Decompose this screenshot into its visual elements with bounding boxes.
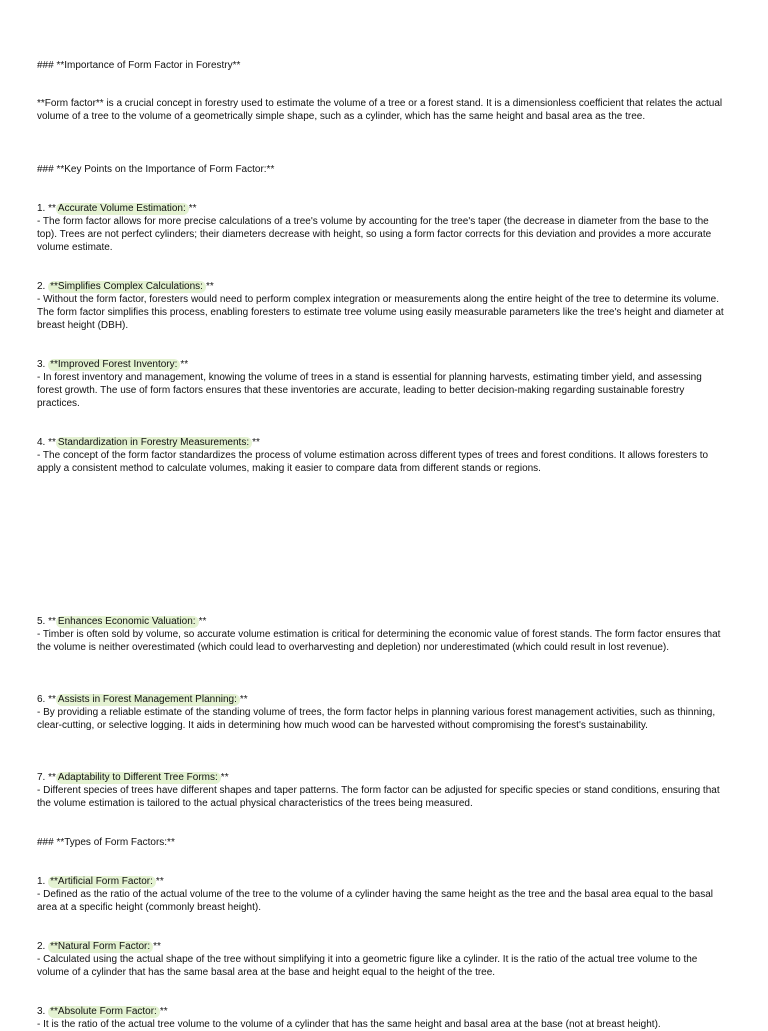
point-body: - In forest inventory and management, knowing the volume of trees in a stand is essential for planning harvests, estimating timber yield, and assessing forest growth. The use of form factors ensures that these inventories are accurate, leading to better decision-making regarding sustainable forestry practices. <box>37 372 702 409</box>
point-number: 1. ** <box>37 203 56 214</box>
point-body: - The concept of the form factor standardizes the process of volume estimation across different types of trees and forest conditions. It allows foresters to apply a consistent method to calculate volumes, making it easier to compare data from different stands or regions. <box>37 450 709 474</box>
type-number: 1. <box>37 876 49 887</box>
type-title <box>37 1005 735 1018</box>
point-number: 5. ** <box>37 616 56 627</box>
type-title <box>37 875 735 888</box>
intro-paragraph: **Form factor** is a crucial concept in forestry used to estimate the volume of a tree or a forest stand. It is a dimensionless coefficient that relates the actual volume of a tree to the volume of a geometrically simple shape, such as a cylinder, which has the same height and basal area as the tree. <box>37 98 723 122</box>
type-title-suffix: ** <box>153 941 161 952</box>
point-title-highlight: Standardization in Forestry Measurements: <box>56 437 252 449</box>
point-title-highlight: Assists in Forest Management Planning: <box>56 694 240 706</box>
type-title-suffix: ** <box>159 1006 168 1017</box>
point-title <box>37 693 735 706</box>
point-title-highlight: **Improved Forest Inventory: <box>48 359 180 371</box>
point-title-highlight: Enhances Economic Valuation: <box>56 616 199 628</box>
point-title-suffix: ** <box>205 281 214 292</box>
point-title-highlight: **Simplifies Complex Calculations: <box>48 281 206 293</box>
point-number: 6. ** <box>37 694 56 705</box>
point-number: 3. <box>37 359 49 370</box>
point-body: - The form factor allows for more precise calculations of a tree's volume by accounting for the tree's taper (the decrease in diameter from the base to the top). Trees are not perfect cylinders; their diameters decrease with height, so using a form factor corrects for this deviation and provides a more accurate volume estimate. <box>37 216 712 253</box>
point-body: - By providing a reliable estimate of the standing volume of trees, the form factor helps in planning various forest management activities, such as thinning, clear-cutting, or selective logging. It aids in determining how much wood can be harvested without compromising the forest's sustainability. <box>37 707 716 731</box>
point-title-highlight: Accurate Volume Estimation: <box>56 203 189 215</box>
type-body: - It is the ratio of the actual tree volume to the volume of a cylinder that has the same height and basal area at the base (not at breast height). <box>37 1019 661 1030</box>
point-title <box>37 771 735 784</box>
point-title-suffix: ** <box>180 359 189 370</box>
point-title-suffix: ** <box>239 694 248 705</box>
type-title-highlight: **Absolute Form Factor: <box>48 1006 160 1018</box>
type-number: 2. <box>37 941 49 952</box>
point-number: 2. <box>37 281 49 292</box>
point-title-suffix: ** <box>188 203 197 214</box>
point-title-suffix: ** <box>252 437 260 448</box>
point-title <box>37 280 735 293</box>
type-title-suffix: ** <box>155 876 164 887</box>
point-title <box>37 202 735 215</box>
point-title <box>37 358 735 371</box>
point-title-highlight: Adaptability to Different Tree Forms: <box>56 772 221 784</box>
point-number: 4. ** <box>37 437 56 448</box>
type-number: 3. <box>37 1006 49 1017</box>
type-title-highlight: **Artificial Form Factor: <box>48 876 156 888</box>
point-body: - Timber is often sold by volume, so accurate volume estimation is critical for determining the economic value of forest stands. The form factor ensures that the volume is neither overestimated (which could lead to overharvesting and depletion) nor underestimated (which could result in lost revenue). <box>37 629 721 653</box>
point-title-suffix: ** <box>198 616 207 627</box>
point-title <box>37 436 735 449</box>
type-body: - Calculated using the actual shape of the tree without simplifying it into a geometric figure like a cylinder. It is the ratio of the actual tree volume to the volume of a cylinder that has the same basal area at the base and height equal to the height of the tree. <box>37 954 698 978</box>
point-title <box>37 615 735 628</box>
main-heading: ### **Importance of Form Factor in Forestry** <box>37 60 241 71</box>
type-title-highlight: **Natural Form Factor: <box>48 941 153 953</box>
point-body: - Without the form factor, foresters would need to perform complex integration or measurements along the entire height of the tree to determine its volume. The form factor simplifies this process, enabling foresters to estimate tree volume using easily measurable parameters like the tree's height and diameter at breast height (DBH). <box>37 294 724 331</box>
point-title-suffix: ** <box>220 772 229 783</box>
type-title <box>37 940 735 953</box>
types-heading: ### **Types of Form Factors:** <box>37 837 175 848</box>
type-body: - Defined as the ratio of the actual volume of the tree to the volume of a cylinder having the same height as the tree and the basal area equal to the basal area at a specific height (commonly breast height). <box>37 889 713 913</box>
key-points-heading: ### **Key Points on the Importance of Form Factor:** <box>37 164 275 175</box>
point-body: - Different species of trees have different shapes and taper patterns. The form factor can be adjusted for specific species or stand conditions, ensuring that the volume estimation is tailored to the actual physical characteristics of the trees being measured. <box>37 785 720 809</box>
point-number: 7. ** <box>37 772 56 783</box>
